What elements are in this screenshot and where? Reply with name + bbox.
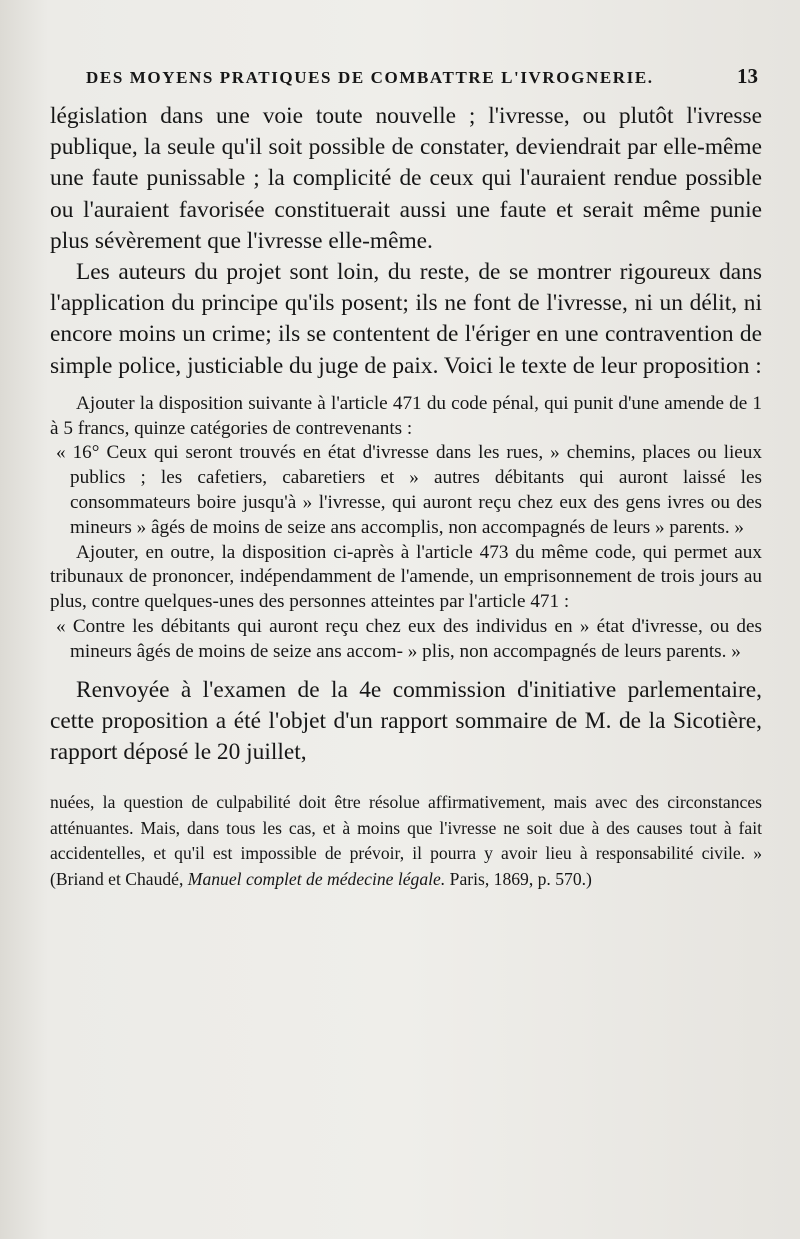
- footnote-citation-end: Paris, 1869, p. 570.): [449, 868, 592, 889]
- paragraph-continuation: législation dans une voie toute nouvelle ; l'ivresse, ou plutôt l'ivresse publique, la seule qu'il soit possible de constater, deviendrait par elle-même une faute punissable ; la complicité de ceux qui l'auraient rendue possible ou l'auraient favorisée constituerait aussi une faute et serait même punie plus sévèrement que l'ivresse elle-même.: [50, 103, 762, 254]
- proposal-addition: Ajouter, en outre, la disposition ci-après à l'article 473 du même code, qui permet aux tribunaux de prononcer, indépendamment de l'amende, un emprisonnement de trois jours au plus, contre quelques-unes des personnes atteintes par l'article 471 :: [50, 541, 762, 613]
- running-header: [86, 64, 758, 89]
- proposal-item-contre: « Contre les débitants qui auront reçu chez eux des individus en » état d'ivresse, ou des mineurs âgés de moins de seize ans accom- » plis, non accompagnés de leurs parents. »: [56, 616, 762, 662]
- footnote-book-title: Manuel complet de médecine légale.: [187, 868, 446, 889]
- running-title: DES MOYENS PRATIQUES DE COMBATTRE L'IVROGNERIE.: [86, 68, 654, 87]
- footnote-text: nuées, la question de culpabilité doit être résolue affirmativement, mais avec des circonstances atténuantes. Mais, dans tous les cas, et à moins que l'ivresse ne soit due à des causes tout à fait accidentelles, et qu'il est impossible de prévoir, il pourra y avoir lieu à responsabilité civile. » (Briand et Chaudé,: [50, 792, 762, 889]
- proposal-item-16: « 16° Ceux qui seront trouvés en état d'ivresse dans les rues, » chemins, places ou lieux publics ; les cafetiers, cabaretiers et » autres débitants qui auront laissé les consommateurs boire jusqu'à » l'ivresse, qui auront reçu chez eux des gens ivres ou des mineurs » âgés de moins de seize ans accomplis, non accompagnés de leurs » parents. »: [56, 442, 762, 538]
- proposal-intro: Ajouter la disposition suivante à l'article 471 du code pénal, qui punit d'une amende de 1 à 5 francs, quinze catégories de contrevenants :: [50, 392, 762, 439]
- page-number: 13: [737, 64, 758, 88]
- paragraph-renvoyee: Renvoyée à l'examen de la 4e commission d'initiative parlementaire, cette proposition a été l'objet d'un rapport sommaire de M. de la Sicotière, rapport déposé le 20 juillet,: [50, 676, 762, 765]
- footnote: [50, 790, 762, 892]
- paragraph-authors: Les auteurs du projet sont loin, du reste, de se montrer rigoureux dans l'application du principe qu'ils posent; ils ne font de l'ivresse, ni un délit, ni encore moins un crime; ils se contentent de l'ériger en une contravention de simple police, justiciable du juge de paix. Voici le texte de leur proposition :: [50, 259, 762, 379]
- proposal-text: [50, 392, 762, 665]
